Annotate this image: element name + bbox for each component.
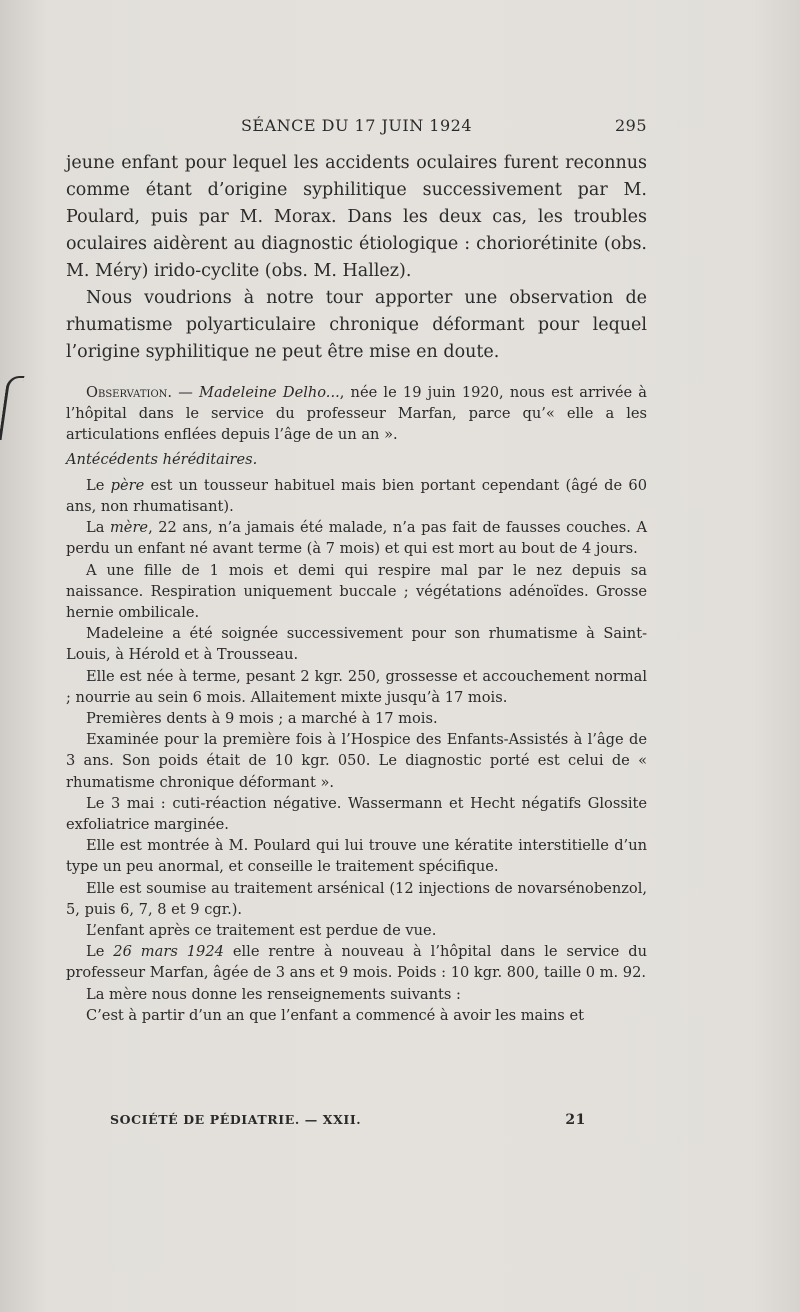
society-footer: SOCIÉTÉ DE PÉDIATRIE. — XXII. xyxy=(110,1112,362,1127)
paragraph-continuation: jeune enfant pour lequel les accidents oculaires furent reconnus comme étant d’origine syphilitique successivement par M. Poulard, puis par M. Morax. Dans les deux cas, les troubles oculaires aidèrent au diagnostic étiologique : choriorétinite (obs. M. Méry) irido-cyclite (obs. M. Hallez). xyxy=(66,153,647,281)
poulard-paragraph: Elle est montrée à M. Poulard qui lui trouve une kératite interstitielle d’un type un peu anormal, et conseille le traitement spécifique. xyxy=(66,837,647,876)
tests-paragraph: Le 3 mai : cuti-réaction négative. Wassermann et Hecht négatifs Glossite exfoliatrice marginée. xyxy=(66,794,647,834)
running-title: SÉANCE DU 17 JUIN 1924 xyxy=(240,116,473,135)
observation-section xyxy=(66,382,647,1026)
page-header xyxy=(66,116,647,142)
main-text xyxy=(66,150,647,366)
observation-paragraph: Observation. — Madeleine Delho..., née le 19 juin 1920, nous est arrivée à l’hôpital dans le service du professeur Marfan, parce qu’« elle a les articulations enflées depuis l’âge de un an ». xyxy=(66,384,647,444)
lost-paragraph: L’enfant après ce traitement est perdue de vue. xyxy=(86,922,437,940)
signature-mark: 21 xyxy=(565,1112,586,1128)
last-line-paragraph: C’est à partir d’un an que l’enfant a commencé à avoir les mains et xyxy=(86,1006,584,1024)
readmission-paragraph: Le 26 mars 1924 elle rentre à nouveau à l’hôpital dans le service du professeur Marfan, âgée de 3 ans et 9 mois. Poids : 10 kgr. 800, taille 0 m. 92. xyxy=(66,943,647,982)
sibling-paragraph: A une fille de 1 mois et demi qui respire mal par le nez depuis sa naissance. Respiration uniquement buccale ; végétations adénoïdes. Grosse hernie ombilicale. xyxy=(66,561,647,622)
observation-label: Observation. xyxy=(86,384,173,401)
antecedents-heading: Antécédents héréditaires. xyxy=(66,450,258,468)
treatment-places-paragraph: Madeleine a été soignée successivement pour son rhumatisme à Saint-Louis, à Hérold et à Trousseau. xyxy=(66,625,647,664)
margin-pencil-mark xyxy=(0,376,24,440)
arsenical-paragraph: Elle est soumise au traitement arsénical (12 injections de novarsénobenzol, 5, puis 6, 7, 8 et 9 cgr.). xyxy=(66,879,647,918)
birth-paragraph: Elle est née à terme, pesant 2 kgr. 250, grossesse et accouchement normal ; nourrie au sein 6 mois. Allaitement mixte jusqu’à 17 mois. xyxy=(66,667,647,706)
mother-info-paragraph: La mère nous donne les renseignements suivants : xyxy=(86,985,461,1003)
patient-name: Madeleine Delho... xyxy=(199,384,340,401)
page-footer xyxy=(66,1112,586,1132)
mother-paragraph: La mère, 22 ans, n’a jamais été malade, n’a pas fait de fausses couches. A perdu un enfant né avant terme (à 7 mois) et qui est mort au bout de 4 jours. xyxy=(66,519,647,558)
father-paragraph: Le père est un tousseur habituel mais bien portant cependant (âgé de 60 ans, non rhumatisant). xyxy=(66,476,648,516)
paragraph-intro: Nous voudrions à notre tour apporter une observation de rhumatisme polyarticulaire chronique déformant pour lequel l’origine syphilitique ne peut être mise en doute. xyxy=(66,288,647,362)
page-number: 295 xyxy=(614,116,647,135)
exam-paragraph: Examinée pour la première fois à l’Hospice des Enfants-Assistés à l’âge de 3 ans. Son poids était de 10 kgr. 050. Le diagnostic porté est celui de « rhumatisme chronique déformant ». xyxy=(66,731,647,791)
teeth-paragraph: Premières dents à 9 mois ; a marché à 17 mois. xyxy=(86,710,438,728)
